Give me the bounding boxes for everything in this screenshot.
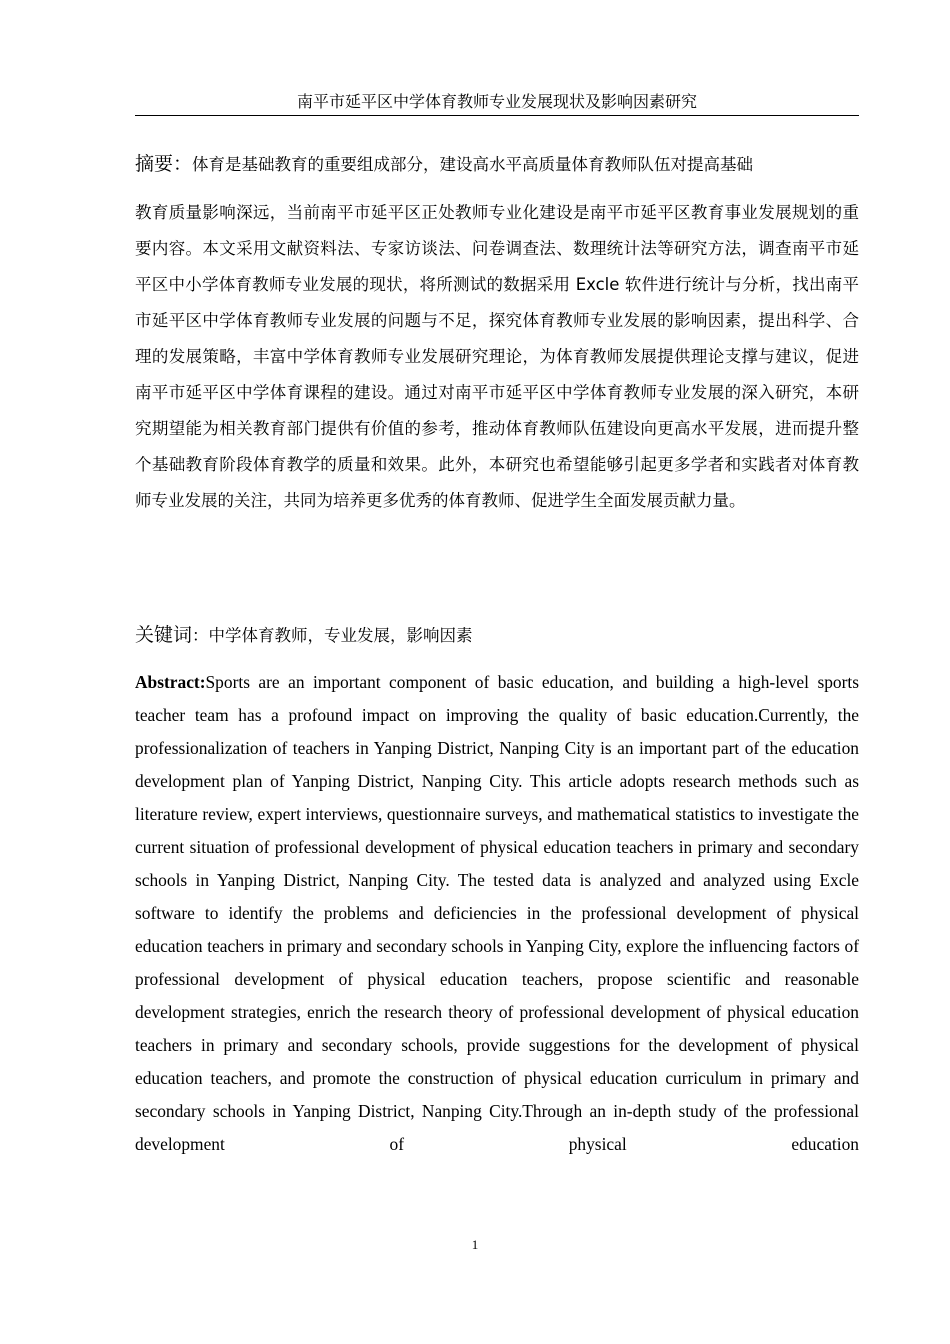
keywords-text: 中学体育教师，专业发展，影响因素: [208, 626, 473, 645]
chinese-abstract-first-line: [135, 147, 859, 181]
english-abstract-body: Sports are an important component of basic education, and building a high-level sports teacher team has a profound impact on improving the quality of basic education.Currently, the professionalization of teachers in Yanping District, Nanping City is an important part of the education development plan of Yanping District, Nanping City. This article adopts research methods such as literature review, expert interviews, questionnaire surveys, and mathematical statistics to investigate the current situation of professional development of physical education teachers in primary and secondary schools in Yanping District, Nanping City. The tested data is analyzed and analyzed using Excle software to identify the problems and deficiencies in the professional development of physical education teachers in primary and secondary schools in Yanping City, explore the influencing factors of professional development of physical education teachers, propose scientific and reasonable development strategies, enrich the research theory of professional development of physical education teachers in primary and secondary schools, provide suggestions for the development of physical education teachers, and promote the construction of physical education curriculum in primary and secondary schools in Yanping District, Nanping City.Through an in-depth study of the professional development of physical education: [135, 672, 859, 1154]
chinese-keywords: [135, 620, 859, 651]
chinese-abstract-body: 教育质量影响深远，当前南平市延平区正处教师专业化建设是南平市延平区教育事业发展规划的重要内容。本文采用文献资料法、专家访谈法、问卷调查法、数理统计法等研究方法，调查南平市延平区中小学体育教师专业发展的现状，将所测试的数据采用 Excle 软件进行统计与分析，找出南平市延平区中学体育教师专业发展的问题与不足，探究体育教师专业发展的影响因素，提出科学、合理的发展策略，丰富中学体育教师专业发展研究理论，为体育教师发展提供理论支撑与建议，促进南平市延平区中学体育课程的建设。通过对南平市延平区中学体育教师专业发展的深入研究，本研究期望能为相关教育部门提供有价值的参考，推动体育教师队伍建设向更高水平发展，进而提升整个基础教育阶段体育教学的质量和效果。此外，本研究也希望能够引起更多学者和实践者对体育教师专业发展的关注，共同为培养更多优秀的体育教师、促进学生全面发展贡献力量。: [135, 203, 859, 510]
keywords-colon: ：: [192, 626, 209, 645]
chinese-abstract-first-text: 体育是基础教育的重要组成部分，建设高水平高质量体育教师队伍对提高基础: [192, 155, 754, 174]
chinese-abstract-label: 摘要：: [135, 153, 193, 175]
keywords-label: 关键词: [135, 624, 193, 646]
running-header-title: 南平市延平区中学体育教师专业发展现状及影响因素研究: [296, 92, 697, 111]
english-abstract-label: Abstract:: [135, 672, 206, 692]
page-number: 1: [471, 1237, 479, 1252]
header-rule: [135, 115, 859, 116]
english-abstract: [135, 666, 859, 1161]
chinese-abstract: [135, 147, 859, 519]
